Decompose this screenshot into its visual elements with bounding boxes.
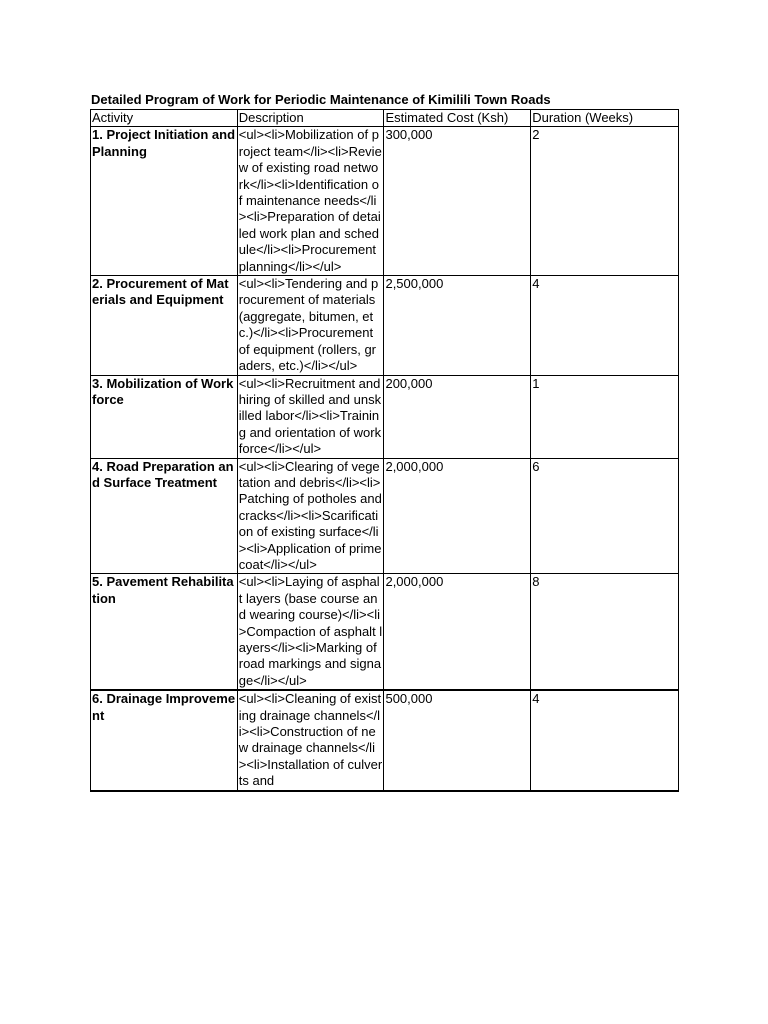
table-row	[91, 458, 679, 574]
duration-cell: 4	[531, 690, 679, 790]
duration-cell: 2	[531, 127, 679, 276]
table-row	[91, 276, 679, 375]
duration-cell: 8	[531, 574, 679, 690]
program-of-work-table	[90, 109, 679, 792]
activity-cell: 4. Road Preparation and Surface Treatment	[91, 458, 238, 574]
header-duration: Duration (Weeks)	[531, 110, 679, 127]
activity-cell: 5. Pavement Rehabilitation	[91, 574, 238, 690]
activity-cell: 3. Mobilization of Workforce	[91, 375, 238, 458]
cost-cell: 300,000	[384, 127, 531, 276]
header-activity: Activity	[91, 110, 238, 127]
document-title: Detailed Program of Work for Periodic Maintenance of Kimilili Town Roads	[91, 92, 551, 107]
description-cell: <ul><li>Mobilization of project team</li><li>Review of existing road network</li><li>Identification of maintenance needs</li><li>Preparation of detailed work plan and schedule</li><li>Procurement planning</li></ul>	[237, 127, 384, 276]
activity-cell: 6. Drainage Improvement	[91, 690, 238, 790]
cost-cell: 2,500,000	[384, 276, 531, 375]
activity-cell: 2. Procurement of Materials and Equipment	[91, 276, 238, 375]
activity-cell: 1. Project Initiation and Planning	[91, 127, 238, 276]
cost-cell: 500,000	[384, 690, 531, 790]
table-header-row	[91, 110, 679, 127]
duration-cell: 1	[531, 375, 679, 458]
header-estimated-cost: Estimated Cost (Ksh)	[384, 110, 531, 127]
duration-cell: 4	[531, 276, 679, 375]
table-row	[91, 375, 679, 458]
description-cell: <ul><li>Cleaning of existing drainage channels</li><li>Construction of new drainage channels</li><li>Installation of culverts and	[237, 690, 384, 790]
cost-cell: 200,000	[384, 375, 531, 458]
header-description: Description	[237, 110, 384, 127]
cost-cell: 2,000,000	[384, 574, 531, 690]
cost-cell: 2,000,000	[384, 458, 531, 574]
duration-cell: 6	[531, 458, 679, 574]
table-row	[91, 574, 679, 690]
table-row	[91, 690, 679, 790]
description-cell: <ul><li>Laying of asphalt layers (base course and wearing course)</li><li>Compaction of asphalt layers</li><li>Marking of road markings and signage</li></ul>	[237, 574, 384, 690]
description-cell: <ul><li>Tendering and procurement of materials (aggregate, bitumen, etc.)</li><li>Procurement of equipment (rollers, graders, etc.)</li></ul>	[237, 276, 384, 375]
description-cell: <ul><li>Recruitment and hiring of skilled and unskilled labor</li><li>Training and orientation of workforce</li></ul>	[237, 375, 384, 458]
description-cell: <ul><li>Clearing of vegetation and debris</li><li>Patching of potholes and cracks</li><li>Scarification of existing surface</li><li>Application of prime coat</li></ul>	[237, 458, 384, 574]
table-row	[91, 127, 679, 276]
